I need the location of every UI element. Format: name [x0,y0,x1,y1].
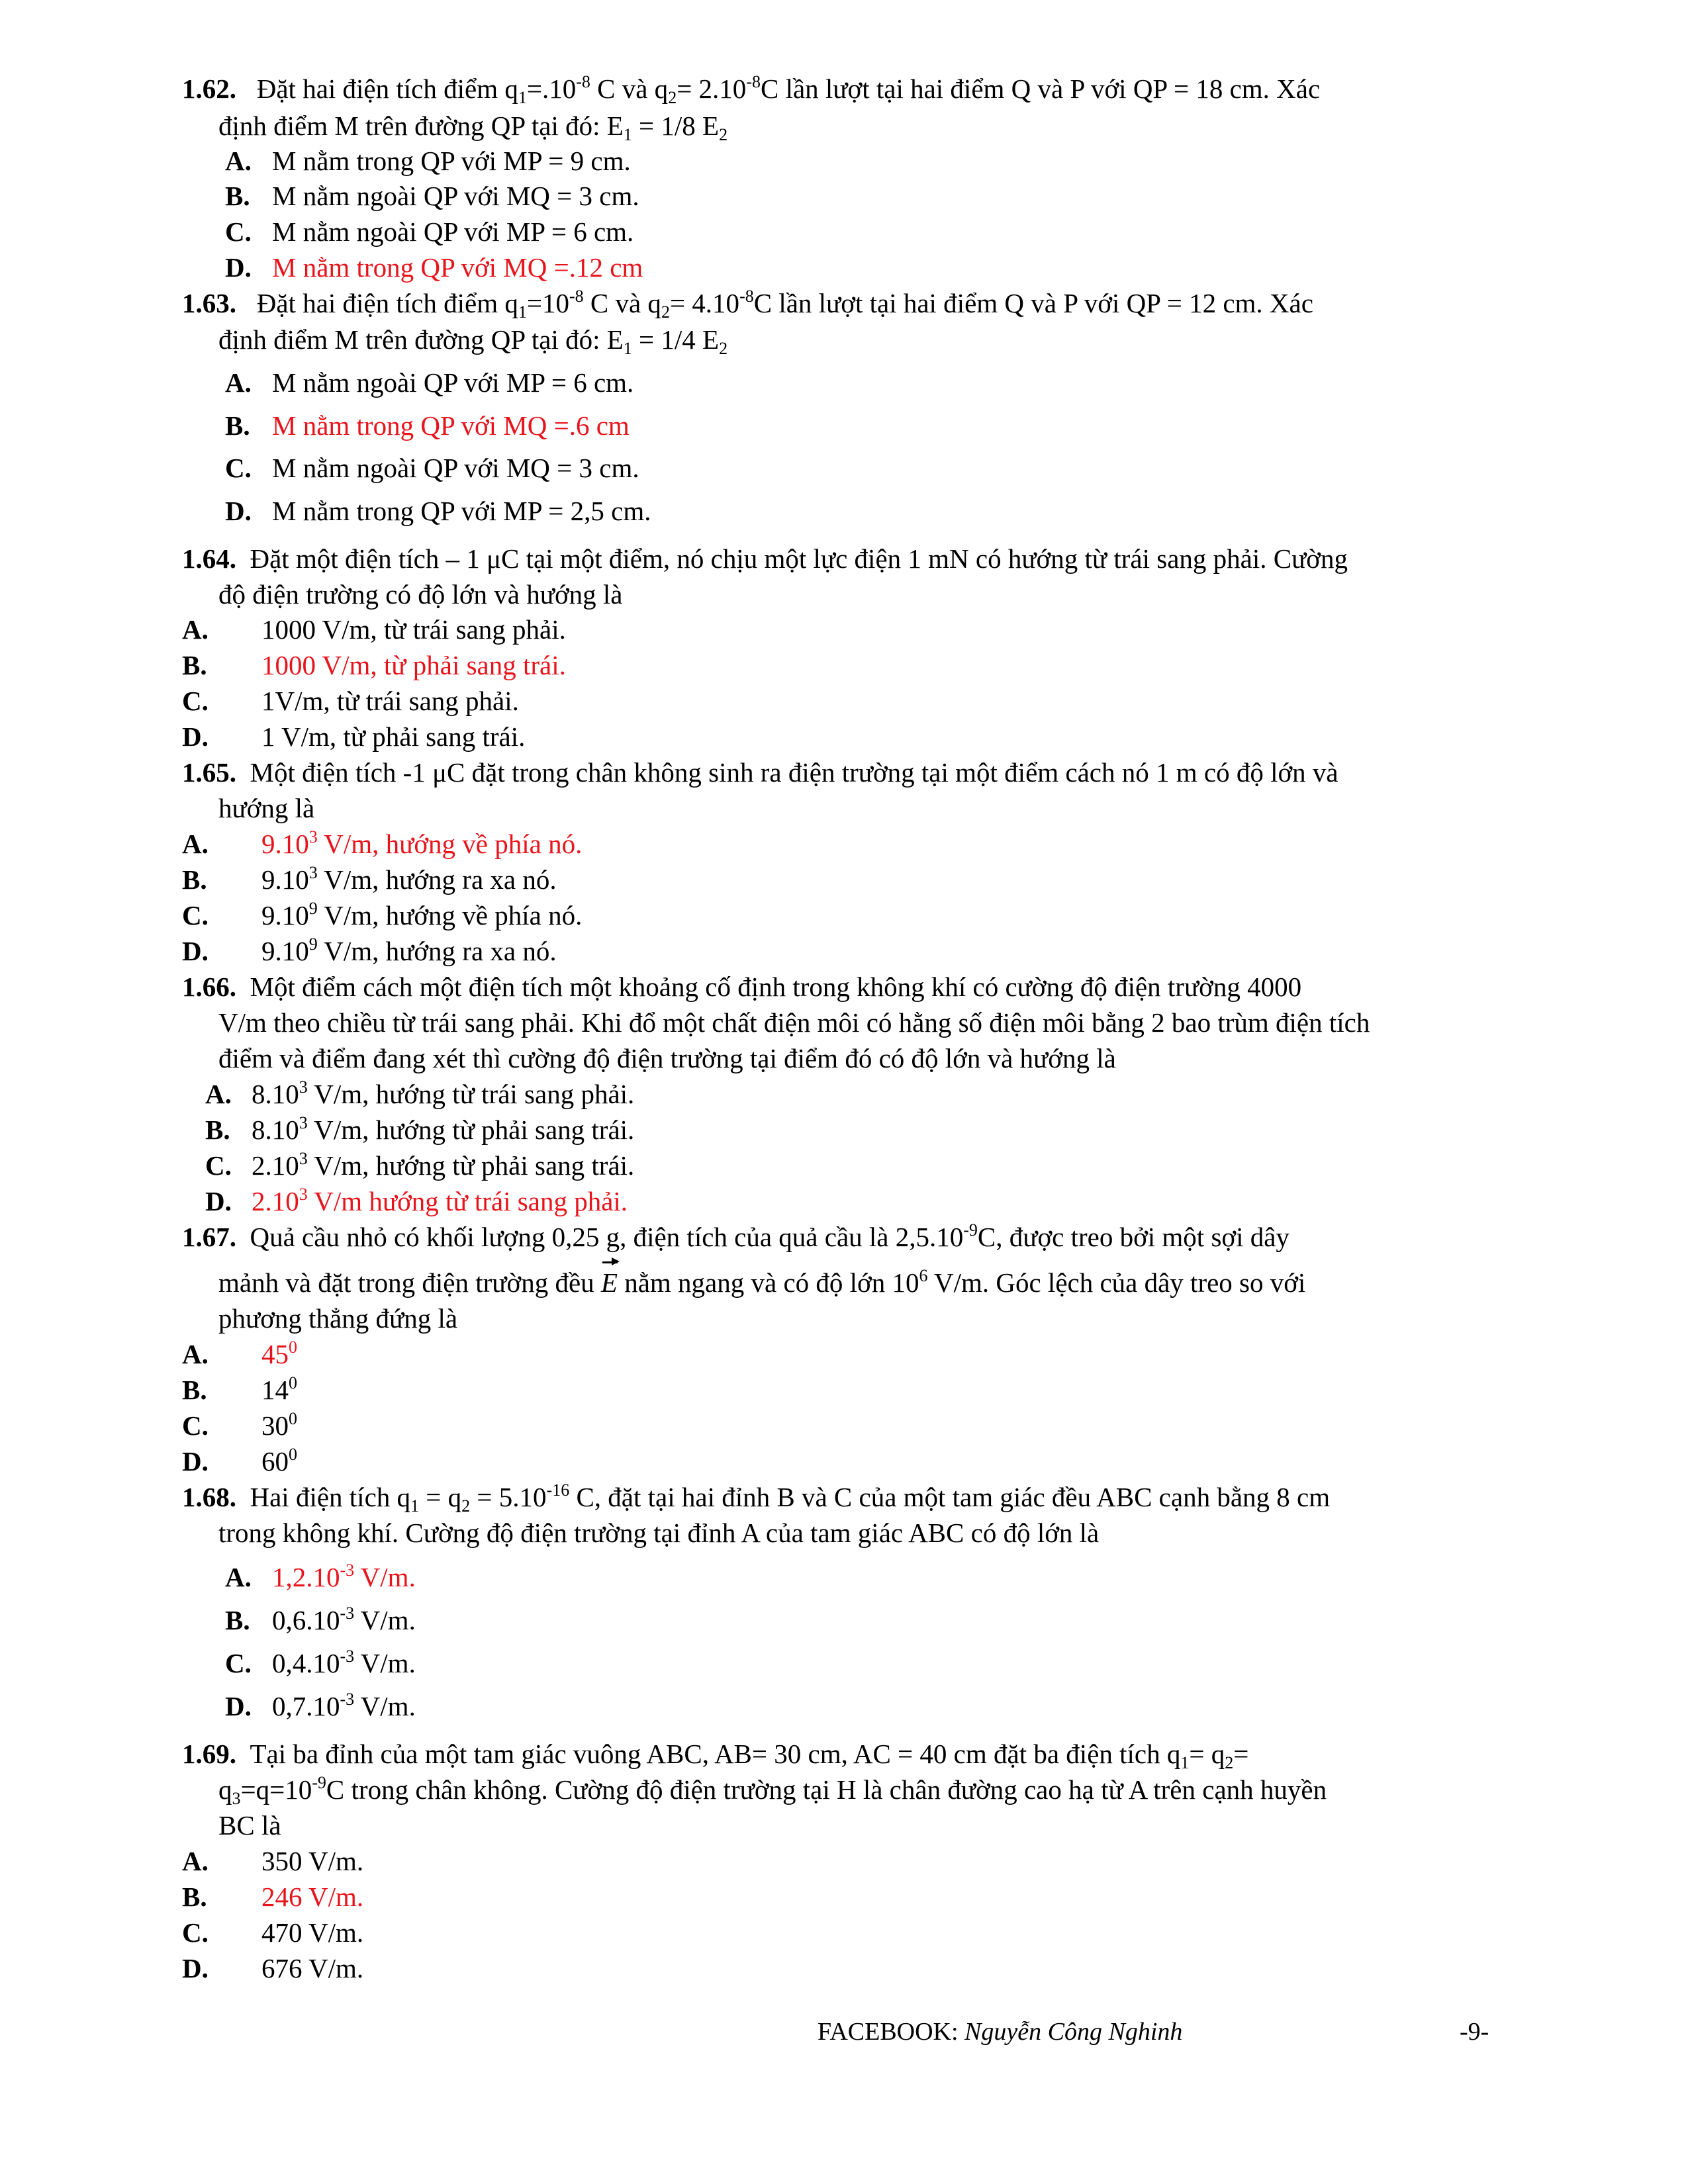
q169-stem-line1: 1.69. Tại ba đỉnh của một tam giác vuông ABC, AB= 30 cm, AC = 40 cm đặt ba điện tích $q_1= q_2=$ [182,1739,1249,1772]
q169-option-b: B. 246 V/m. [182,1882,364,1912]
q164-option-b: B. 1000 V/m, từ phải sang trái. [182,650,566,680]
q167-option-d: D. $60^0$ [182,1445,297,1477]
q167-option-a: A. $45^0$ [182,1338,297,1369]
q163-stem-line2: định điểm M trên đường QP tại đó: $E_1 = 1/4$ $E_2$ [218,324,728,358]
q165-option-d: D. 9.10$^9$ V/m, hướng ra xa nó. [182,934,557,966]
correct-answer: $1,2.10^{-3}$ V/m. [272,1561,416,1592]
q168-stem-line1: 1.68. Hai điện tích $q_1 = q_2 = 5.10^{-16}$ C, đặt tại hai đỉnh B và C của một tam giác đều ABC cạnh bằng 8 cm [182,1480,1331,1516]
q166-stem-line1: 1.66. Một điểm cách một điện tích một khoảng cố định trong không khí có cường độ điện trường 4000 [182,972,1302,1002]
q167-option-b: B. $14^0$ [182,1373,297,1405]
correct-answer: 1000 V/m, từ phải sang trái. [261,650,566,680]
q169-stem-line2: $q_3=q=10^{-9}C$ trong chân không. Cường độ điện trường tại H là chân đường cao hạ từ A trên cạnh huyền [218,1773,1327,1808]
correct-answer: M nằm trong QP với MQ =.12 cm [272,252,643,283]
q164-stem-line1: 1.64. Đặt một điện tích – 1 μC tại một điểm, nó chịu một lực điện 1 mN có hướng từ trái sang phải. Cường [182,543,1348,574]
q167-stem-line3: phương thẳng đứng là [218,1303,458,1334]
electric-field-vector: E [601,1265,618,1300]
q168-stem-line2: trong không khí. Cường độ điện trường tại đỉnh A của tam giác ABC có độ lớn là [218,1518,1100,1548]
q163-option-a: A. M nằm ngoài QP với MP = 6 cm. [225,367,634,398]
q164-option-c: C. 1V/m, từ trái sang phải. [182,686,519,716]
footer-label: FACEBOOK: [818,2018,965,2046]
q162-option-c: C. M nằm ngoài QP với MP = 6 cm. [225,216,634,247]
q162-stem-line1: 1.62. Đặt hai điện tích điểm $q_1=.10^{-8}$ C và $q_2= 2.10^{-8}C$ lần lượt tại hai điểm Q và P với QP = 18 cm. Xác [182,72,1321,107]
q166-option-d: D. 2.10$^3$ V/m hướng từ trái sang phải. [205,1185,628,1216]
q166-option-c: C. 2.10$^3$ V/m, hướng từ phải sang trái. [205,1149,635,1181]
correct-answer: 246 V/m. [261,1882,364,1912]
q166-option-b: B. 8.10$^3$ V/m, hướng từ phải sang trái. [205,1113,635,1145]
q165-option-a: A. 9.10$^3$ V/m, hướng về phía nó. [182,827,583,859]
q168-option-b: B. $0,6.10^{-3}$ V/m. [225,1604,416,1635]
correct-answer: $45^0$ [261,1338,297,1369]
q162-stem-line2: định điểm M trên đường QP tại đó: $E_1 = 1/8$ $E_2$ [218,111,728,144]
q165-stem-line1: 1.65. Một điện tích -1 μC đặt trong chân không sinh ra điện trường tại một điểm cách nó 1 m có độ lớn và [182,757,1338,788]
q169-option-a: A. 350 V/m. [182,1846,364,1876]
q167-option-c: C. $30^0$ [182,1409,297,1441]
q167-stem-line2: mảnh và đặt trong điện trường đều E nằm ngang và có độ lớn $10^6$ V/m. Góc lệch của dây treo so với [218,1265,1305,1300]
correct-answer: M nằm trong QP với MQ =.6 cm [272,410,630,441]
page-number: -9- [1460,2018,1489,2046]
q166-option-a: A. 8.10$^3$ V/m, hướng từ trái sang phải. [205,1077,635,1109]
correct-answer: 9.10$^3$ V/m, hướng về phía nó. [261,827,583,859]
q166-stem-line2: V/m theo chiều từ trái sang phải. Khi đổ một chất điện môi có hằng số điện môi bằng 2 bao trùm điện tích [218,1007,1370,1038]
q163-stem-line1: 1.63. Đặt hai điện tích điểm $q_1=10^{-8}$ C và $q_2= 4.10^{-8}C$ lần lượt tại hai điểm Q và P với QP = 12 cm. Xác [182,287,1313,322]
q164-option-d: D. 1 V/m, từ phải sang trái. [182,721,526,752]
q165-option-c: C. 9.10$^9$ V/m, hướng về phía nó. [182,899,583,931]
q169-option-d: D. 676 V/m. [182,1953,364,1983]
q168-option-d: D. $0,7.10^{-3}$ V/m. [225,1690,416,1721]
q164-stem-line2: độ điện trường có độ lớn và hướng là [218,579,623,610]
q163-option-c: C. M nằm ngoài QP với MQ = 3 cm. [225,453,639,483]
q169-option-c: C. 470 V/m. [182,1917,364,1948]
q163-option-b: B. M nằm trong QP với MQ =.6 cm [225,410,630,441]
q168-option-c: C. $0,4.10^{-3}$ V/m. [225,1647,416,1678]
correct-answer: 2.10$^3$ V/m hướng từ trái sang phải. [252,1185,628,1216]
footer-credit [818,2015,1182,2048]
q162-option-b: B. M nằm ngoài QP với MQ = 3 cm. [225,181,639,211]
q167-stem-line1: 1.67. Quả cầu nhỏ có khối lượng 0,25 g, điện tích của quả cầu là $2,5.10^{-9}C$, được treo bởi một sợi dây [182,1220,1289,1252]
q168-option-a: A. $1,2.10^{-3}$ V/m. [225,1561,416,1592]
q164-option-a: A. 1000 V/m, từ trái sang phải. [182,614,566,645]
q165-stem-line2: hướng là [218,793,315,823]
q162-option-a: A. M nằm trong QP với MP = 9 cm. [225,146,631,176]
q162-option-d: D. M nằm trong QP với MQ =.12 cm [225,252,643,283]
q166-stem-line3: điểm và điểm đang xét thì cường độ điện trường tại điểm đó có độ lớn và hướng là [218,1043,1116,1073]
q169-stem-line3: BC là [218,1810,281,1841]
q165-option-b: B. 9.10$^3$ V/m, hướng ra xa nó. [182,863,557,895]
q163-option-d: D. M nằm trong QP với MP = 2,5 cm. [225,496,651,526]
footer-author: Nguyễn Công Nghinh [964,2018,1183,2046]
